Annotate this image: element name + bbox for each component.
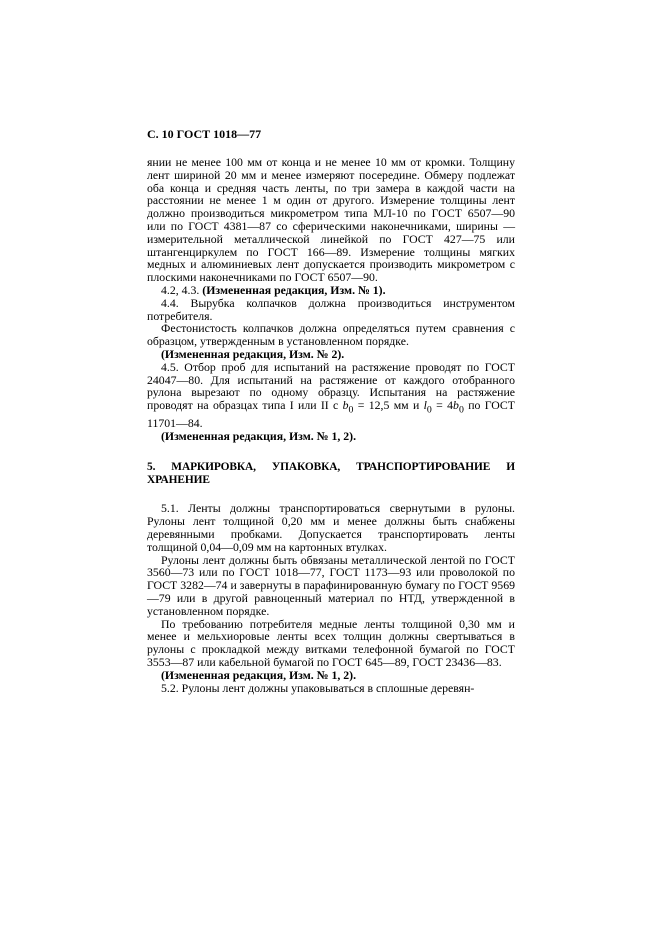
spacer [147, 486, 515, 502]
paragraph-binding: Рулоны лент должны быть обвязаны металлической лентой по ГОСТ 3560—73 или по ГОСТ 1018—77, ГОСТ 1173—93 или проволокой по ГОСТ 3282—74 и завернуты в парафинированную бумагу по ГОСТ 9569—79 или в другой равноценный материал по НТД, утвержденной в установленном порядке. [147, 552, 515, 618]
amendment-note: (Измененная редакция, Изм. № 1, 2). [161, 429, 357, 444]
paragraph-5-2: 5.2. Рулоны лент должны упаковываться в сплошные деревян- [161, 680, 475, 695]
amendment-note: (Измененная редакция, Изм. № 2). [161, 346, 345, 361]
paragraph-5-1: 5.1. Ленты должны транспортироваться свернутыми в рулоны. Рулоны лент толщиной 0,20 мм и менее должны быть снабжены деревянными пробками. Допускается транспортировать ленты толщиной 0,04—0,09 мм на картонных втулках. [147, 501, 515, 554]
subscript: 0 [458, 404, 464, 416]
text-run: по ГОСТ 11701—84. [147, 398, 516, 431]
page-header: С. 10 ГОСТ 1018—77 [147, 127, 262, 141]
symbol-b: b [453, 398, 459, 413]
section-title: 5. МАРКИРОВКА, УПАКОВКА, ТРАНСПОРТИРОВАНИЕ И ХРАНЕНИЕ [147, 460, 515, 486]
paragraph-measurement: янии не менее 100 мм от конца и не менее 10 мм от кромки. Толщину лент шириной 20 мм и менее измеряют посередине. Обмеру подлежат оба конца и средняя часть ленты, по три замера в каждой части на расстоянии не менее 1 м один от другого. Измерение толщины лент должно производиться микрометром типа МЛ-10 по ГОСТ 6507—90 или по ГОСТ 4381—87 со сферическими наконечниками, ширины — измерительной металлической линейкой по ГОСТ 427—75 или штангенциркулем по ГОСТ 166—89. Измерение толщины мягких медных и алюминиевых лент допускается производить микрометром с плоскими наконечниками по ГОСТ 6507—90. [147, 155, 515, 285]
paragraph-4-2-4-3 [147, 284, 515, 297]
subscript: 0 [426, 404, 432, 416]
spacer [147, 443, 515, 461]
symbol-l: l [423, 398, 427, 413]
document-body [147, 156, 515, 694]
subscript: 0 [348, 404, 354, 416]
paragraph-4-4: 4.4. Вырубка колпачков должна производиться инструментом потребителя. [147, 295, 515, 323]
amendment-note: (Измененная редакция, Изм. № 1, 2). [161, 667, 357, 682]
clause-number: 4.2, 4.3. [161, 282, 203, 297]
text-run: = 12,5 мм и [353, 398, 424, 413]
paragraph-scalloping: Фестонистость колпачков должна определяться путем сравнения с образцом, утвержденным в установленном порядке. [147, 321, 515, 349]
text-run: 4.5. Отбор проб для испытаний на растяжение проводят по ГОСТ 24047—80. Для испытаний на растяжение от каждого отобранного рулона вырезают по одному образцу. Испытания на растяжение проводят на образцах типа I или II с [147, 359, 515, 413]
symbol-b: b [342, 398, 349, 413]
paragraph-customer-request: По требованию потребителя медные ленты толщиной 0,30 мм и менее и мельхиоровые ленты всех толщин должны свертываться в рулоны с прокладкой между витками телефонной бумагой по ГОСТ 3553—87 или кабельной бумагой по ГОСТ 645—89, ГОСТ 23436—83. [147, 616, 515, 670]
amendment-note: (Измененная редакция, Изм. № 1). [202, 282, 386, 297]
paragraph-4-5 [147, 361, 515, 430]
text-run: = 4 [431, 398, 454, 413]
